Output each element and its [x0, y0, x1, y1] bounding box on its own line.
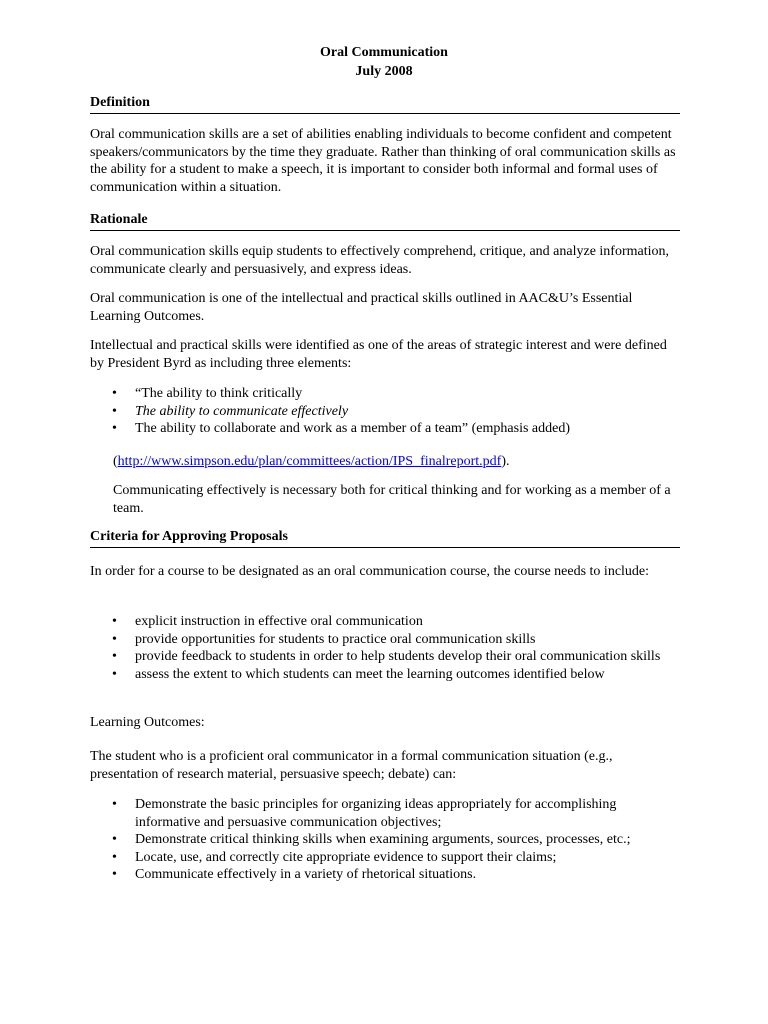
list-item — [90, 849, 682, 867]
bullet-icon: • — [112, 631, 117, 647]
bullet-icon: • — [112, 614, 117, 629]
link-close-paren: ). — [501, 454, 510, 469]
list-item-text: explicit instruction in effective oral communication — [135, 614, 423, 629]
rationale-bullet-list — [90, 385, 682, 438]
bullet-icon: • — [112, 849, 117, 865]
list-item-text: The ability to communicate effectively — [135, 403, 349, 419]
list-item-text: Communicate effectively in a variety of rhetorical situations. — [135, 867, 477, 882]
definition-text: Oral communication skills are a set of abilities enabling individuals to become confident and competent speakers/communicators by the time they graduate. Rather than thinking of oral communication skills as the ability for a student to make a speech, it is important to consider both informal and formal uses of communication within a situation. — [90, 127, 676, 195]
bullet-icon: • — [112, 666, 117, 682]
rationale-heading: Rationale — [90, 212, 680, 231]
list-item-text: provide opportunities for students to practice oral communication skills — [135, 631, 536, 647]
criteria-bullet-list — [90, 613, 682, 683]
learning-outcomes-intro: The student who is a proficient oral communicator in a formal communication situation (e.g., presentation of research material, persuasive speech; debate) can: — [90, 749, 613, 782]
reference-line — [113, 453, 673, 471]
list-item — [90, 631, 682, 649]
list-item-text: provide feedback to students in order to help students develop their oral communication skills — [135, 649, 661, 664]
document-title: Oral Communication — [320, 45, 448, 60]
list-item — [90, 385, 682, 403]
learning-outcomes-label: Learning Outcomes: — [90, 715, 205, 730]
reference-link[interactable]: http://www.simpson.edu/plan/committees/action/IPS_finalreport.pdf — [117, 454, 502, 469]
bullet-icon: • — [112, 649, 117, 664]
list-item-text: assess the extent to which students can meet the learning outcomes identified below — [135, 666, 605, 682]
bullet-icon: • — [112, 386, 117, 401]
bullet-icon: • — [112, 421, 117, 436]
document-date: July 2008 — [355, 64, 413, 79]
bullet-icon: • — [112, 832, 117, 847]
list-item — [90, 666, 682, 684]
criteria-heading: Criteria for Approving Proposals — [90, 529, 680, 548]
list-item — [90, 613, 682, 631]
list-item — [90, 403, 682, 421]
list-item-text: Demonstrate the basic principles for organizing ideas appropriately for accomplishing informative and persuasive communication objectives; — [135, 797, 617, 830]
list-item — [90, 866, 682, 884]
list-item-text: “The ability to think critically — [135, 386, 303, 401]
list-item — [90, 796, 682, 831]
list-item-text: The ability to collaborate and work as a member of a team” (emphasis added) — [135, 421, 570, 436]
definition-heading: Definition — [90, 95, 680, 114]
rationale-para-1: Oral communication skills equip students to effectively comprehend, critique, and analyze information, communicate clearly and persuasively, and express ideas. — [90, 244, 670, 277]
list-item — [90, 831, 682, 849]
link-open-paren: ( — [113, 454, 118, 469]
rationale-para-3: Intellectual and practical skills were identified as one of the areas of strategic interest and were defined by President Byrd as including three elements: — [90, 338, 667, 371]
learning-outcomes-list — [90, 796, 682, 884]
list-item-text: Demonstrate critical thinking skills when examining arguments, sources, processes, etc.; — [135, 832, 631, 847]
bullet-icon: • — [112, 867, 117, 882]
bullet-icon: • — [112, 797, 117, 812]
list-item — [90, 420, 682, 438]
rationale-para-4: Communicating effectively is necessary both for critical thinking and for working as a member of a team. — [113, 483, 671, 516]
list-item — [90, 648, 682, 666]
criteria-intro: In order for a course to be designated as an oral communication course, the course needs to include: — [90, 564, 650, 579]
bullet-icon: • — [112, 403, 117, 419]
rationale-para-2: Oral communication is one of the intellectual and practical skills outlined in AAC&U’s Essential Learning Outcomes. — [90, 291, 633, 324]
list-item-text: Locate, use, and correctly cite appropriate evidence to support their claims; — [135, 849, 557, 865]
